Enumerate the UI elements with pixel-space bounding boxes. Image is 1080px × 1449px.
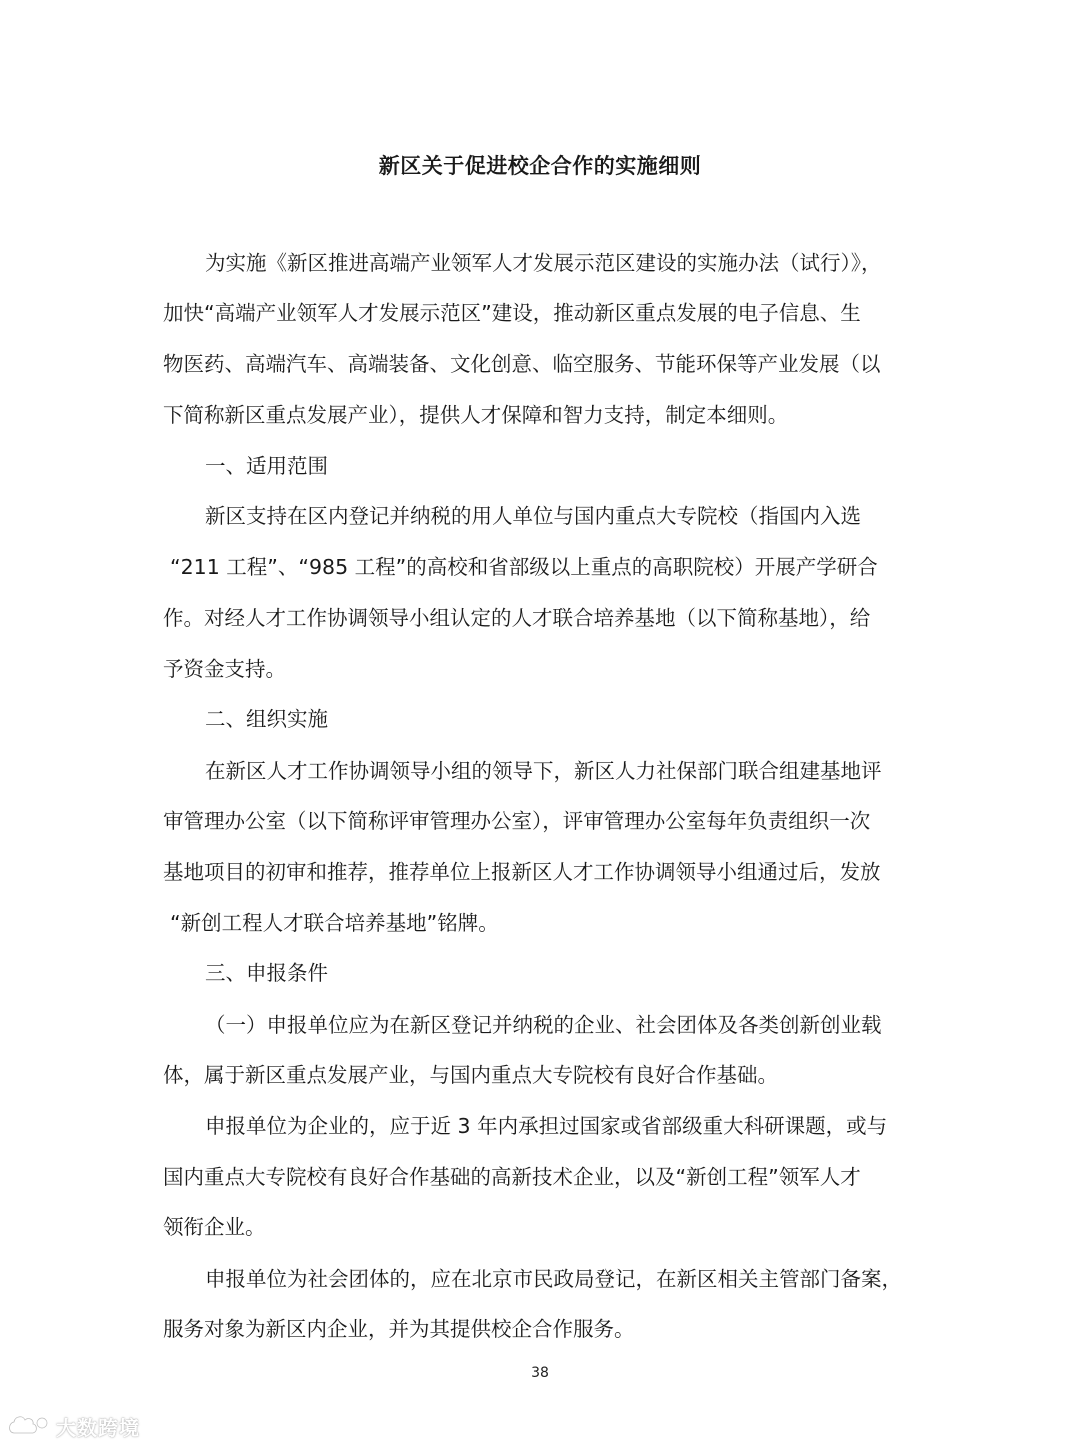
paragraph-line: “新创工程人才联合培养基地”铭牌。 (170, 911, 499, 935)
section-heading: 二、组织实施 (205, 707, 328, 731)
watermark-text: 大数跨境 (56, 1415, 140, 1440)
paragraph-line: “211 工程”、“985 工程”的高校和省部级以上重点的高职院校）开展产学研合 (170, 555, 878, 579)
section-heading: 三、申报条件 (205, 961, 328, 985)
paragraph-line: 申报单位为社会团体的，应在北京市民政局登记，在新区相关主管部门备案， (205, 1267, 902, 1291)
paragraph-line: 物医药、高端汽车、高端装备、文化创意、临空服务、节能环保等产业发展（以 (163, 352, 881, 376)
paragraph-line: 为实施《新区推进高端产业领军人才发展示范区建设的实施办法（试行）》， (205, 251, 882, 275)
paragraph-line: 服务对象为新区内企业，并为其提供校企合作服务。 (163, 1317, 635, 1341)
paragraph-line: 加快“高端产业领军人才发展示范区”建设，推动新区重点发展的电子信息、生 (163, 301, 861, 325)
paragraph-line: 基地项目的初审和推荐，推荐单位上报新区人才工作协调领导小组通过后，发放 (163, 860, 881, 884)
paragraph-line: 申报单位为企业的，应于近 3 年内承担过国家或省部级重大科研课题，或与 (205, 1114, 888, 1138)
page-number: 38 (531, 1365, 549, 1381)
paragraph-line: 审管理办公室（以下简称评审管理办公室），评审管理办公室每年负责组织一次 (163, 809, 871, 833)
paragraph-line: 体，属于新区重点发展产业，与国内重点大专院校有良好合作基础。 (163, 1063, 778, 1087)
paragraph-line: 国内重点大专院校有良好合作基础的高新技术企业，以及“新创工程”领军人才 (163, 1165, 861, 1189)
paragraph-line: 予资金支持。 (163, 657, 286, 681)
paragraph-line: 作。对经人才工作协调领导小组认定的人才联合培养基地（以下简称基地），给 (163, 606, 871, 630)
section-heading: 一、适用范围 (205, 454, 328, 478)
watermark (6, 1408, 140, 1444)
document-title: 新区关于促进校企合作的实施细则 (378, 154, 702, 178)
brand-logo-icon (6, 1411, 50, 1441)
paragraph-line: 在新区人才工作协调领导小组的领导下，新区人力社保部门联合组建基地评 (205, 759, 882, 783)
paragraph-line: 领衔企业。 (163, 1215, 266, 1239)
paragraph-line: 新区支持在区内登记并纳税的用人单位与国内重点大专院校（指国内入选 (205, 504, 861, 528)
paragraph-line: （一）申报单位应为在新区登记并纳税的企业、社会团体及各类创新创业载 (205, 1013, 882, 1037)
paragraph-line: 下简称新区重点发展产业），提供人才保障和智力支持，制定本细则。 (163, 403, 789, 427)
